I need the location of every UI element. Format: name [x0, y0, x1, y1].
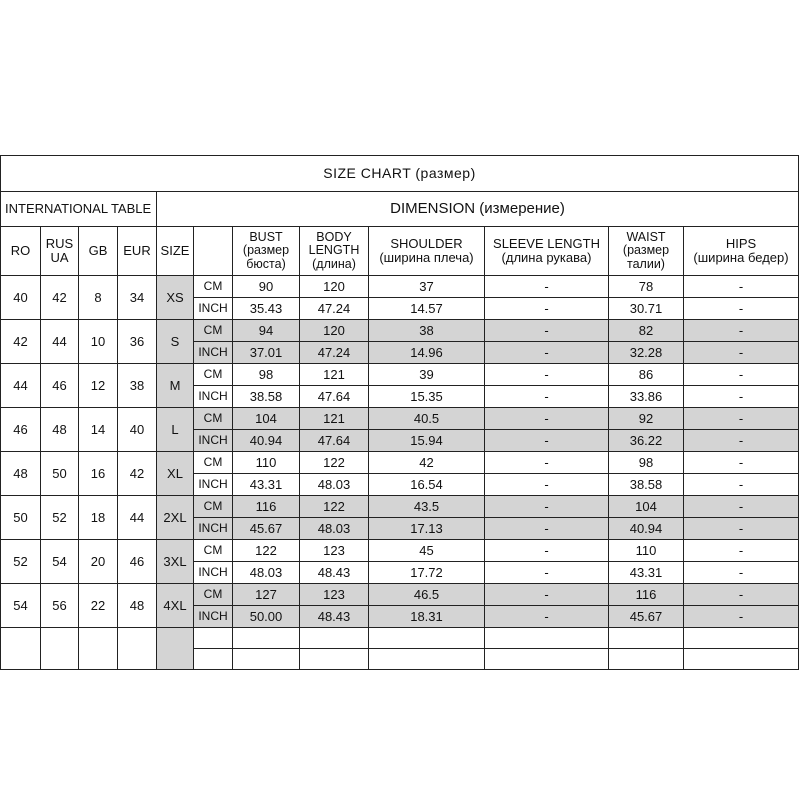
cell-bust-cm: 104 — [233, 408, 300, 430]
unit-inch-label: INCH — [194, 562, 233, 584]
cell-shoulder-cm: 37 — [369, 276, 485, 298]
cell-bust-inch: 45.67 — [233, 518, 300, 540]
cell-ro: 46 — [1, 408, 41, 452]
cell-gb: 14 — [79, 408, 118, 452]
cell-shoulder-inch: 15.35 — [369, 386, 485, 408]
cell-size: XL — [157, 452, 194, 496]
cell-rus-ua: 46 — [41, 364, 79, 408]
cell-sleeve-length-cm: - — [485, 364, 609, 386]
size-row-cm — [1, 584, 799, 606]
blank-cell — [233, 649, 300, 670]
cell-shoulder-inch: 17.72 — [369, 562, 485, 584]
cell-bust-inch: 43.31 — [233, 474, 300, 496]
cell-shoulder-cm: 43.5 — [369, 496, 485, 518]
size-row-cm — [1, 320, 799, 342]
cell-waist-cm: 104 — [609, 496, 684, 518]
cell-waist-inch: 43.31 — [609, 562, 684, 584]
cell-waist-cm: 82 — [609, 320, 684, 342]
unit-inch-label: INCH — [194, 298, 233, 320]
cell-shoulder-inch: 16.54 — [369, 474, 485, 496]
cell-waist-cm: 116 — [609, 584, 684, 606]
blank-cell — [369, 649, 485, 670]
cell-sleeve-length-inch: - — [485, 606, 609, 628]
header-unit — [194, 227, 233, 276]
cell-sleeve-length-inch: - — [485, 386, 609, 408]
header-gb: GB — [79, 227, 118, 276]
blank-size-cell — [157, 628, 194, 670]
blank-cell — [485, 628, 609, 649]
cell-ro: 52 — [1, 540, 41, 584]
cell-body-length-cm: 121 — [300, 364, 369, 386]
cell-sleeve-length-cm: - — [485, 496, 609, 518]
blank-row — [1, 628, 799, 649]
cell-hips-inch: - — [684, 562, 799, 584]
cell-sleeve-length-cm: - — [485, 452, 609, 474]
cell-bust-cm: 127 — [233, 584, 300, 606]
cell-rus-ua: 52 — [41, 496, 79, 540]
cell-rus-ua: 44 — [41, 320, 79, 364]
cell-rus-ua: 54 — [41, 540, 79, 584]
cell-bust-inch: 40.94 — [233, 430, 300, 452]
cell-hips-cm: - — [684, 364, 799, 386]
cell-ro: 40 — [1, 276, 41, 320]
cell-eur: 40 — [118, 408, 157, 452]
cell-bust-cm: 98 — [233, 364, 300, 386]
cell-waist-inch: 45.67 — [609, 606, 684, 628]
cell-size: XS — [157, 276, 194, 320]
cell-body-length-inch: 47.64 — [300, 386, 369, 408]
cell-sleeve-length-cm: - — [485, 276, 609, 298]
unit-cm-label: CM — [194, 496, 233, 518]
blank-cell — [194, 649, 233, 670]
cell-shoulder-cm: 39 — [369, 364, 485, 386]
cell-bust-cm: 94 — [233, 320, 300, 342]
unit-cm-label: CM — [194, 408, 233, 430]
cell-body-length-cm: 120 — [300, 320, 369, 342]
header-ro: RO — [1, 227, 41, 276]
size-row-cm — [1, 452, 799, 474]
cell-hips-inch: - — [684, 518, 799, 540]
header-eur: EUR — [118, 227, 157, 276]
cell-shoulder-cm: 45 — [369, 540, 485, 562]
header-hips: HIPS (ширина бедер) — [684, 227, 799, 276]
cell-hips-cm: - — [684, 408, 799, 430]
cell-ro: 44 — [1, 364, 41, 408]
unit-inch-label: INCH — [194, 430, 233, 452]
cell-gb: 20 — [79, 540, 118, 584]
unit-cm-label: CM — [194, 584, 233, 606]
cell-waist-inch: 38.58 — [609, 474, 684, 496]
cell-sleeve-length-inch: - — [485, 474, 609, 496]
cell-sleeve-length-inch: - — [485, 562, 609, 584]
cell-gb: 18 — [79, 496, 118, 540]
cell-hips-inch: - — [684, 386, 799, 408]
cell-ro: 50 — [1, 496, 41, 540]
cell-size: S — [157, 320, 194, 364]
cell-body-length-cm: 121 — [300, 408, 369, 430]
cell-body-length-inch: 47.24 — [300, 342, 369, 364]
cell-eur: 42 — [118, 452, 157, 496]
size-row-cm — [1, 540, 799, 562]
size-chart-table — [0, 155, 799, 670]
cell-hips-cm: - — [684, 496, 799, 518]
cell-eur: 46 — [118, 540, 157, 584]
cell-rus-ua: 48 — [41, 408, 79, 452]
cell-hips-inch: - — [684, 474, 799, 496]
cell-sleeve-length-inch: - — [485, 518, 609, 540]
cell-eur: 44 — [118, 496, 157, 540]
cell-body-length-cm: 122 — [300, 496, 369, 518]
blank-cell — [300, 628, 369, 649]
cell-hips-inch: - — [684, 298, 799, 320]
cell-waist-cm: 110 — [609, 540, 684, 562]
blank-cell — [300, 649, 369, 670]
cell-gb: 10 — [79, 320, 118, 364]
size-row-cm — [1, 496, 799, 518]
cell-hips-inch: - — [684, 430, 799, 452]
cell-shoulder-inch: 14.96 — [369, 342, 485, 364]
blank-cell — [233, 628, 300, 649]
cell-shoulder-inch: 18.31 — [369, 606, 485, 628]
cell-hips-inch: - — [684, 606, 799, 628]
cell-shoulder-cm: 46.5 — [369, 584, 485, 606]
cell-rus-ua: 56 — [41, 584, 79, 628]
cell-bust-cm: 116 — [233, 496, 300, 518]
cell-body-length-inch: 48.43 — [300, 606, 369, 628]
unit-inch-label: INCH — [194, 474, 233, 496]
cell-gb: 12 — [79, 364, 118, 408]
cell-waist-cm: 78 — [609, 276, 684, 298]
cell-shoulder-cm: 42 — [369, 452, 485, 474]
unit-inch-label: INCH — [194, 342, 233, 364]
cell-shoulder-inch: 17.13 — [369, 518, 485, 540]
cell-bust-cm: 110 — [233, 452, 300, 474]
blank-cell — [684, 628, 799, 649]
cell-waist-inch: 36.22 — [609, 430, 684, 452]
cell-body-length-inch: 48.43 — [300, 562, 369, 584]
cell-eur: 36 — [118, 320, 157, 364]
cell-body-length-cm: 123 — [300, 584, 369, 606]
size-row-cm — [1, 276, 799, 298]
chart-title: SIZE CHART (размер) — [1, 156, 799, 192]
cell-hips-cm: - — [684, 452, 799, 474]
cell-sleeve-length-cm: - — [485, 540, 609, 562]
cell-bust-cm: 122 — [233, 540, 300, 562]
cell-body-length-inch: 48.03 — [300, 518, 369, 540]
cell-sleeve-length-cm: - — [485, 584, 609, 606]
cell-shoulder-cm: 40.5 — [369, 408, 485, 430]
column-header-row — [1, 227, 799, 276]
cell-body-length-cm: 120 — [300, 276, 369, 298]
unit-cm-label: CM — [194, 276, 233, 298]
blank-cell — [1, 628, 41, 670]
size-row-cm — [1, 408, 799, 430]
cell-sleeve-length-inch: - — [485, 342, 609, 364]
unit-cm-label: CM — [194, 364, 233, 386]
cell-hips-cm: - — [684, 320, 799, 342]
blank-cell — [41, 628, 79, 670]
blank-cell — [369, 628, 485, 649]
size-row-cm — [1, 364, 799, 386]
cell-rus-ua: 50 — [41, 452, 79, 496]
cell-bust-inch: 38.58 — [233, 386, 300, 408]
cell-shoulder-inch: 14.57 — [369, 298, 485, 320]
blank-cell — [118, 628, 157, 670]
unit-cm-label: CM — [194, 452, 233, 474]
cell-sleeve-length-cm: - — [485, 320, 609, 342]
header-body-length: BODY LENGTH (длина) — [300, 227, 369, 276]
cell-shoulder-cm: 38 — [369, 320, 485, 342]
cell-waist-inch: 33.86 — [609, 386, 684, 408]
header-waist: WAIST (размер талии) — [609, 227, 684, 276]
blank-cell — [485, 649, 609, 670]
unit-inch-label: INCH — [194, 386, 233, 408]
unit-cm-label: CM — [194, 540, 233, 562]
unit-inch-label: INCH — [194, 606, 233, 628]
cell-bust-inch: 35.43 — [233, 298, 300, 320]
cell-waist-inch: 32.28 — [609, 342, 684, 364]
dimension-label: DIMENSION (измерение) — [157, 192, 799, 227]
cell-eur: 34 — [118, 276, 157, 320]
cell-hips-cm: - — [684, 584, 799, 606]
cell-hips-cm: - — [684, 540, 799, 562]
header-bust: BUST (размер бюста) — [233, 227, 300, 276]
header-sleeve-length: SLEEVE LENGTH (длина рукава) — [485, 227, 609, 276]
blank-cell — [609, 628, 684, 649]
cell-size: 2XL — [157, 496, 194, 540]
cell-sleeve-length-inch: - — [485, 298, 609, 320]
cell-waist-cm: 92 — [609, 408, 684, 430]
header-rus-ua: RUS UA — [41, 227, 79, 276]
cell-gb: 16 — [79, 452, 118, 496]
cell-sleeve-length-cm: - — [485, 408, 609, 430]
cell-waist-inch: 40.94 — [609, 518, 684, 540]
cell-hips-inch: - — [684, 342, 799, 364]
unit-cm-label: CM — [194, 320, 233, 342]
cell-body-length-cm: 122 — [300, 452, 369, 474]
international-table-label: INTERNATIONAL TABLE — [1, 192, 157, 227]
blank-cell — [79, 628, 118, 670]
header-size: SIZE — [157, 227, 194, 276]
cell-body-length-inch: 47.64 — [300, 430, 369, 452]
cell-eur: 48 — [118, 584, 157, 628]
cell-bust-inch: 48.03 — [233, 562, 300, 584]
cell-waist-cm: 98 — [609, 452, 684, 474]
cell-rus-ua: 42 — [41, 276, 79, 320]
cell-size: 3XL — [157, 540, 194, 584]
blank-cell — [194, 628, 233, 649]
cell-bust-inch: 37.01 — [233, 342, 300, 364]
blank-cell — [609, 649, 684, 670]
cell-hips-cm: - — [684, 276, 799, 298]
cell-gb: 8 — [79, 276, 118, 320]
cell-size: M — [157, 364, 194, 408]
cell-size: L — [157, 408, 194, 452]
cell-sleeve-length-inch: - — [485, 430, 609, 452]
cell-waist-cm: 86 — [609, 364, 684, 386]
header-shoulder: SHOULDER (ширина плеча) — [369, 227, 485, 276]
cell-body-length-cm: 123 — [300, 540, 369, 562]
unit-inch-label: INCH — [194, 518, 233, 540]
cell-eur: 38 — [118, 364, 157, 408]
cell-bust-inch: 50.00 — [233, 606, 300, 628]
cell-ro: 54 — [1, 584, 41, 628]
cell-gb: 22 — [79, 584, 118, 628]
cell-waist-inch: 30.71 — [609, 298, 684, 320]
blank-cell — [684, 649, 799, 670]
cell-shoulder-inch: 15.94 — [369, 430, 485, 452]
cell-ro: 48 — [1, 452, 41, 496]
cell-body-length-inch: 48.03 — [300, 474, 369, 496]
cell-body-length-inch: 47.24 — [300, 298, 369, 320]
size-chart — [0, 155, 799, 670]
cell-size: 4XL — [157, 584, 194, 628]
cell-bust-cm: 90 — [233, 276, 300, 298]
cell-ro: 42 — [1, 320, 41, 364]
